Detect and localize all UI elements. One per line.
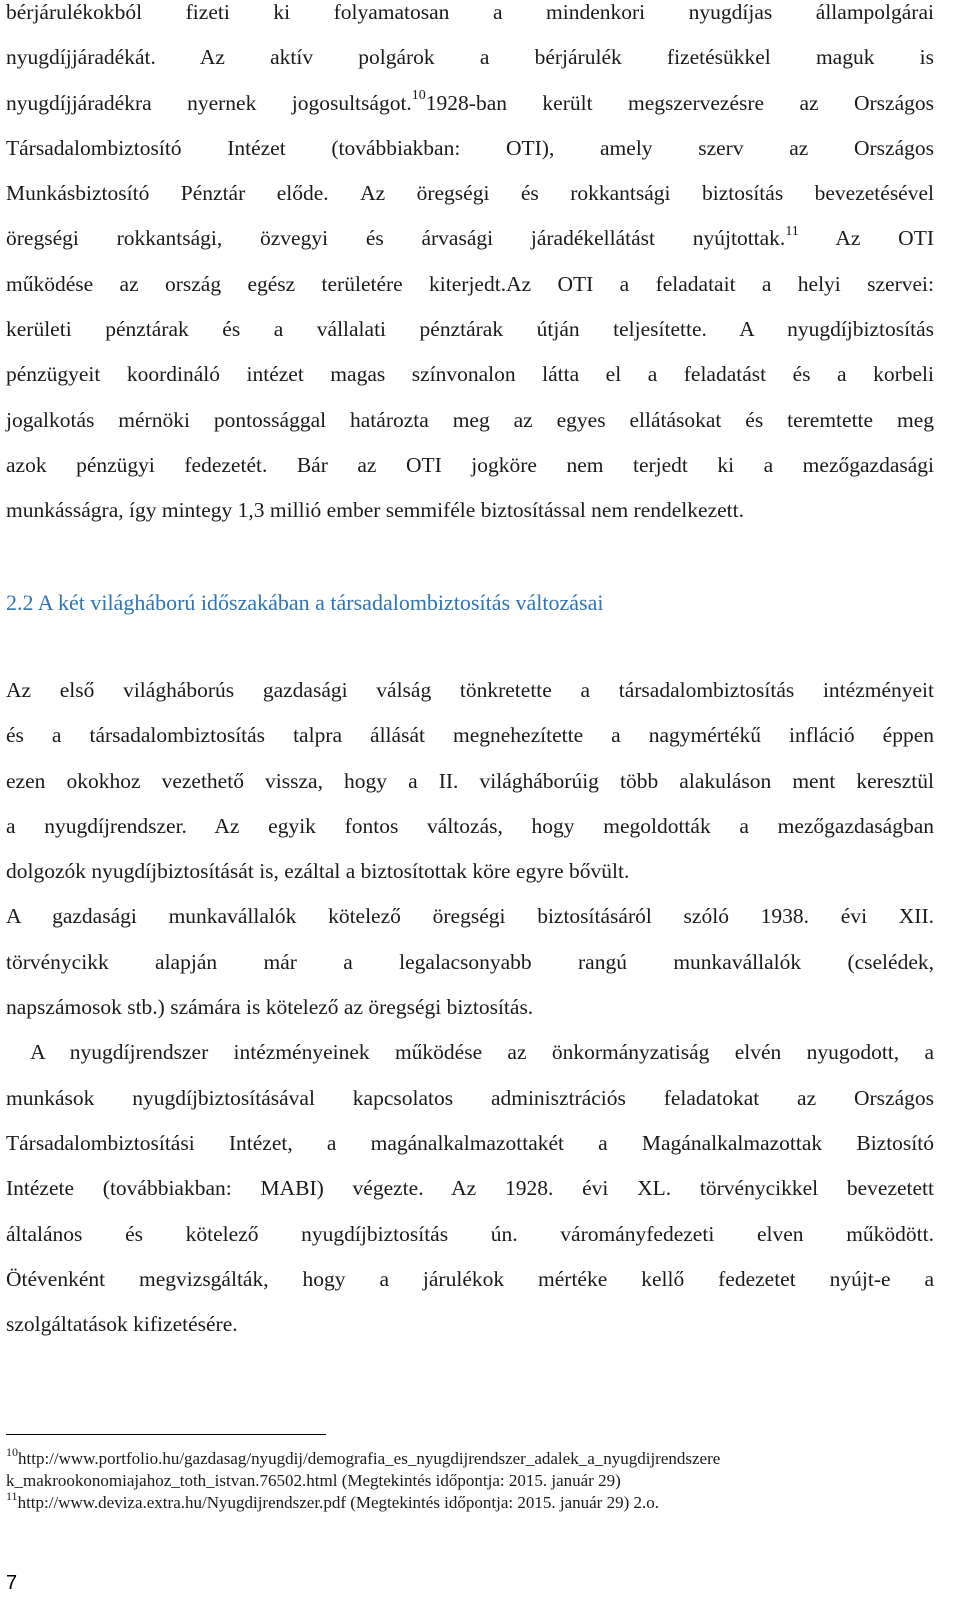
text-line: kerületi pénztárak és a vállalati pénztárak útján teljesítette. A nyugdíjbiztosítás <box>6 317 934 342</box>
text-line: munkások nyugdíjbiztosításával kapcsolatos adminisztrációs feladatokat az Országos <box>6 1085 934 1110</box>
text-line: Munkásbiztosító Pénztár elődе. Az öregségi és rokkantsági biztosítás bevezetésével <box>6 181 934 206</box>
text-line: öregségi rokkantsági, özvegyi és árvasági járadékellátást nyújtottak.$^{11}$ Az OTI <box>6 224 934 251</box>
footnote-ref-10[interactable]: 10 <box>411 88 426 104</box>
footnote-separator <box>6 1434 326 1435</box>
text-line: napszámosok stb.) számára is kötelező az öregségi biztosítás. <box>6 995 534 1020</box>
text-line: dolgozók nyugdíjbiztosítását is, ezáltal a biztosítottak köre egyre bővült. <box>6 859 630 884</box>
text-line: általános és kötelező nyugdíjbiztosítás ún. várományfedezeti elven működött. <box>6 1221 934 1246</box>
text-line: Társadalombiztosító Intézet (továbbiakban: OTI), amely szerv az Országos <box>6 135 934 160</box>
footnote-10-cont: k_makrookonomiajahoz_toth_istvan.76502.html (Megtekintés időpontja: 2015. január 29) <box>6 1471 621 1490</box>
text-line: A nyugdíjrendszer intézményeinek működése az önkormányzatiság elvén nyugodott, a <box>6 1040 934 1065</box>
text-line: azok pénzügyi fedezetét. Bár az OTI jogköre nem terjedt ki a mezőgazdasági <box>6 452 934 477</box>
text-line: a nyugdíjrendszer. Az egyik fontos változás, hogy megoldották a mezőgazdaságban <box>6 813 934 838</box>
paragraph-oti <box>6 0 934 534</box>
footnote-11-link[interactable]: http://www.deviza.extra.hu/Nyugdijrendszer.pdf (Megtekintés időpontja: 2015. január 29) 2.o. <box>17 1493 660 1512</box>
footnote-ref-11[interactable]: 11 <box>785 224 799 240</box>
text-line: törvénycikk alapján már a legalacsonyabb rangú munkavállalók (cselédek, <box>6 949 934 974</box>
text-line: Intézete (továbbiakban: MABI) végezte. Az 1928. évi XL. törvénycikkel bevezetett <box>6 1176 934 1201</box>
text-line: bérjárulékokból fizeti ki folyamatosan a mindenkori nyugdíjas állampolgárai <box>6 0 934 24</box>
text-line: nyugdíjjáradékát. Az aktív polgárok a bérjárulék fizetésükkel maguk is <box>6 45 934 70</box>
text-line: munkásságra, így mintegy 1,3 millió ember semmiféle biztosítással nem rendelkezett. <box>6 498 744 523</box>
text-line: pénzügyeit koordináló intézet magas színvonalon látta el a feladatást és a korbeli <box>6 362 934 387</box>
text-line: működése az ország egész területére kiterjedt.Az OTI a feladatait a helyi szervei: <box>6 271 934 296</box>
section-heading: 2.2 A két világháború időszakában a társadalombiztosítás változásai <box>6 590 604 615</box>
text-line: nyugdíjjáradékra nyernek jogosultságot.$^{10}$1928-ban került megszervezésre az Országos <box>6 88 934 115</box>
text-line: szolgáltatások kifizetésére. <box>6 1312 238 1337</box>
text-line: Az első világháborús gazdasági válság tönkretette a társadalombiztosítás intézményeit <box>6 678 934 702</box>
text-line: Ötévenként megvizsgálták, hogy a járulékok mértéke kellő fedezetet nyújt-e a <box>6 1266 934 1291</box>
paragraph-interwar <box>6 668 934 1347</box>
text-line: jogalkotás mérnöki pontossággal határozta meg az egyes ellátásokat és teremtette meg <box>6 407 934 432</box>
text-line: Társadalombiztosítási Intézet, a magánalkalmazottakét a Magánalkalmazottak Biztosító <box>6 1130 934 1155</box>
text-line: és a társadalombiztosítás talpra állását megnehezítette a nagymértékű infláció éppen <box>6 723 934 748</box>
footnote-10: $^{10}$http://www.portfolio.hu/gazdasag/nyugdij/demografia_es_nyugdijrendszer_adalek_a_nyugdijrendszere <box>6 1445 721 1468</box>
text-line: A gazdasági munkavállalók kötelező öregségi biztosításáról szóló 1938. évi XII. <box>6 904 934 929</box>
footnotes <box>6 1445 934 1514</box>
text-line: ezen okokhoz vezethető vissza, hogy a II. világháborúig több alakuláson ment keresztül <box>6 768 934 793</box>
page-number: 7 <box>6 1572 18 1594</box>
footnote-11: $^{11}$http://www.deviza.extra.hu/Nyugdijrendszer.pdf (Megtekintés időpontja: 2015. január 29) 2.o. <box>6 1489 660 1512</box>
footnote-10-link[interactable]: http://www.portfolio.hu/gazdasag/nyugdij/demografia_es_nyugdijrendszer_adalek_a_nyugdijrendszere <box>18 1449 721 1468</box>
